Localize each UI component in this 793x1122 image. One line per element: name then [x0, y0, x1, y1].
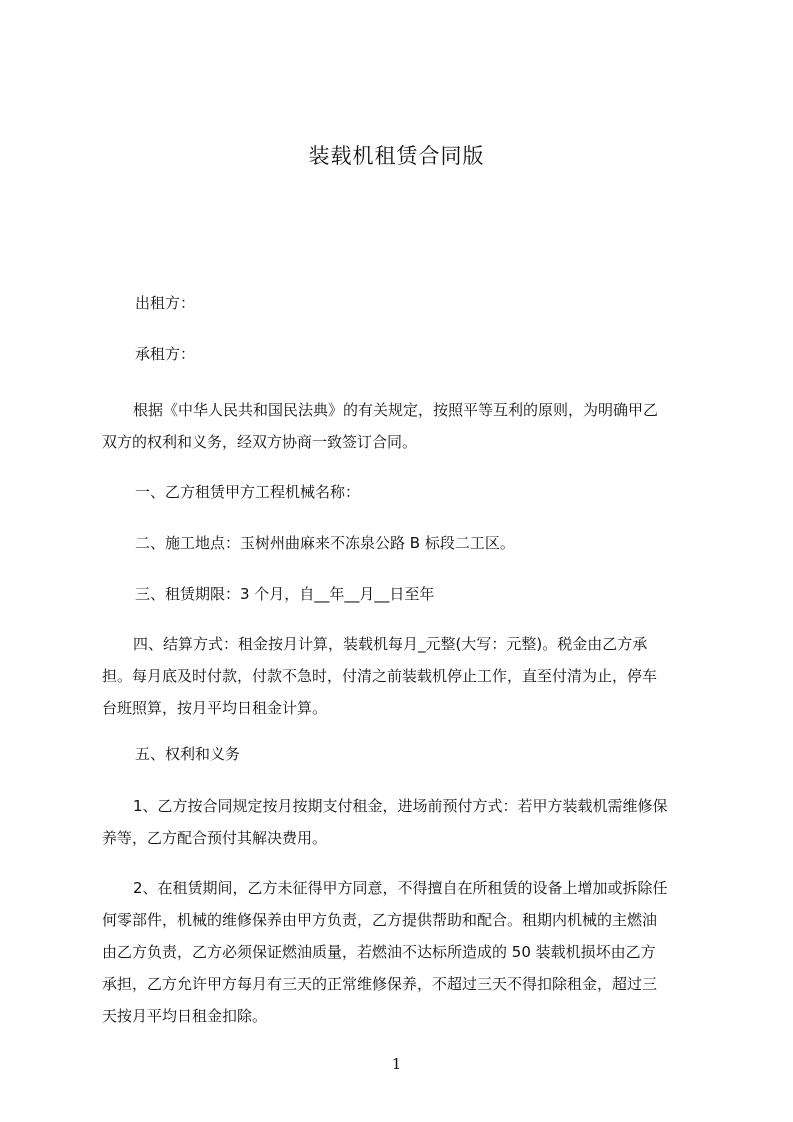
clause-4-line-2: 担。每月底及时付款，付款不急时，付清之前装载机停止工作，直至付清为止，停车 [102, 667, 658, 685]
item-2-line-2: 何零部件，机械的维修保养由甲方负责，乙方提供帮助和配合。租期内机械的主燃油 [102, 911, 658, 929]
item-1-line-1: 1、乙方按合同规定按月按期支付租金，进场前预付方式：若甲方装载机需维修保 [133, 797, 668, 815]
item-2-line-5: 天按月平均日租金扣除。 [102, 1007, 268, 1025]
page-number: 1 [391, 1055, 402, 1073]
lessee-label: 承租方： [135, 345, 196, 363]
document-title: 装载机租赁合同版 [308, 144, 485, 168]
item-2-line-3: 由乙方负责，乙方必须保证燃油质量，若燃油不达标所造成的 50 装载机损坏由乙方 [102, 943, 656, 961]
clause-4-line-1: 四、结算方式：租金按月计算，装载机每月_元整(大写：元整)。税金由乙方承 [133, 635, 648, 653]
clause-4-paragraph [102, 628, 713, 724]
item-2-line-1: 2、在租赁期间，乙方未征得甲方同意，不得擅自在所租赁的设备上增加或拆除任 [133, 879, 668, 897]
item-1-line-2: 养等，乙方配合预付其解决费用。 [102, 829, 328, 847]
clause-1: 一、乙方租赁甲方工程机械名称： [135, 483, 361, 501]
clause-3: 三、租赁期限：3 个月，自__年__月__日至年 [135, 585, 435, 603]
clause-5: 五、权利和义务 [135, 745, 241, 763]
item-2-line-4: 承担，乙方允许甲方每月有三天的正常维修保养，不超过三天不得扣除租金，超过三 [102, 975, 658, 993]
lessor-label: 出租方： [135, 294, 196, 312]
item-1-paragraph [102, 790, 713, 854]
item-2-paragraph [102, 872, 713, 1032]
clause-2: 二、施工地点：玉树州曲麻来不冻泉公路 B 标段二工区。 [135, 534, 515, 552]
intro-line-1: 根据《中华人民共和国民法典》的有关规定，按照平等互利的原则，为明确甲乙 [133, 401, 659, 419]
clause-4-line-3: 台班照算，按月平均日租金计算。 [102, 699, 328, 717]
intro-line-2: 双方的权利和义务，经双方协商一致签订合同。 [102, 433, 418, 451]
intro-paragraph [102, 394, 713, 458]
